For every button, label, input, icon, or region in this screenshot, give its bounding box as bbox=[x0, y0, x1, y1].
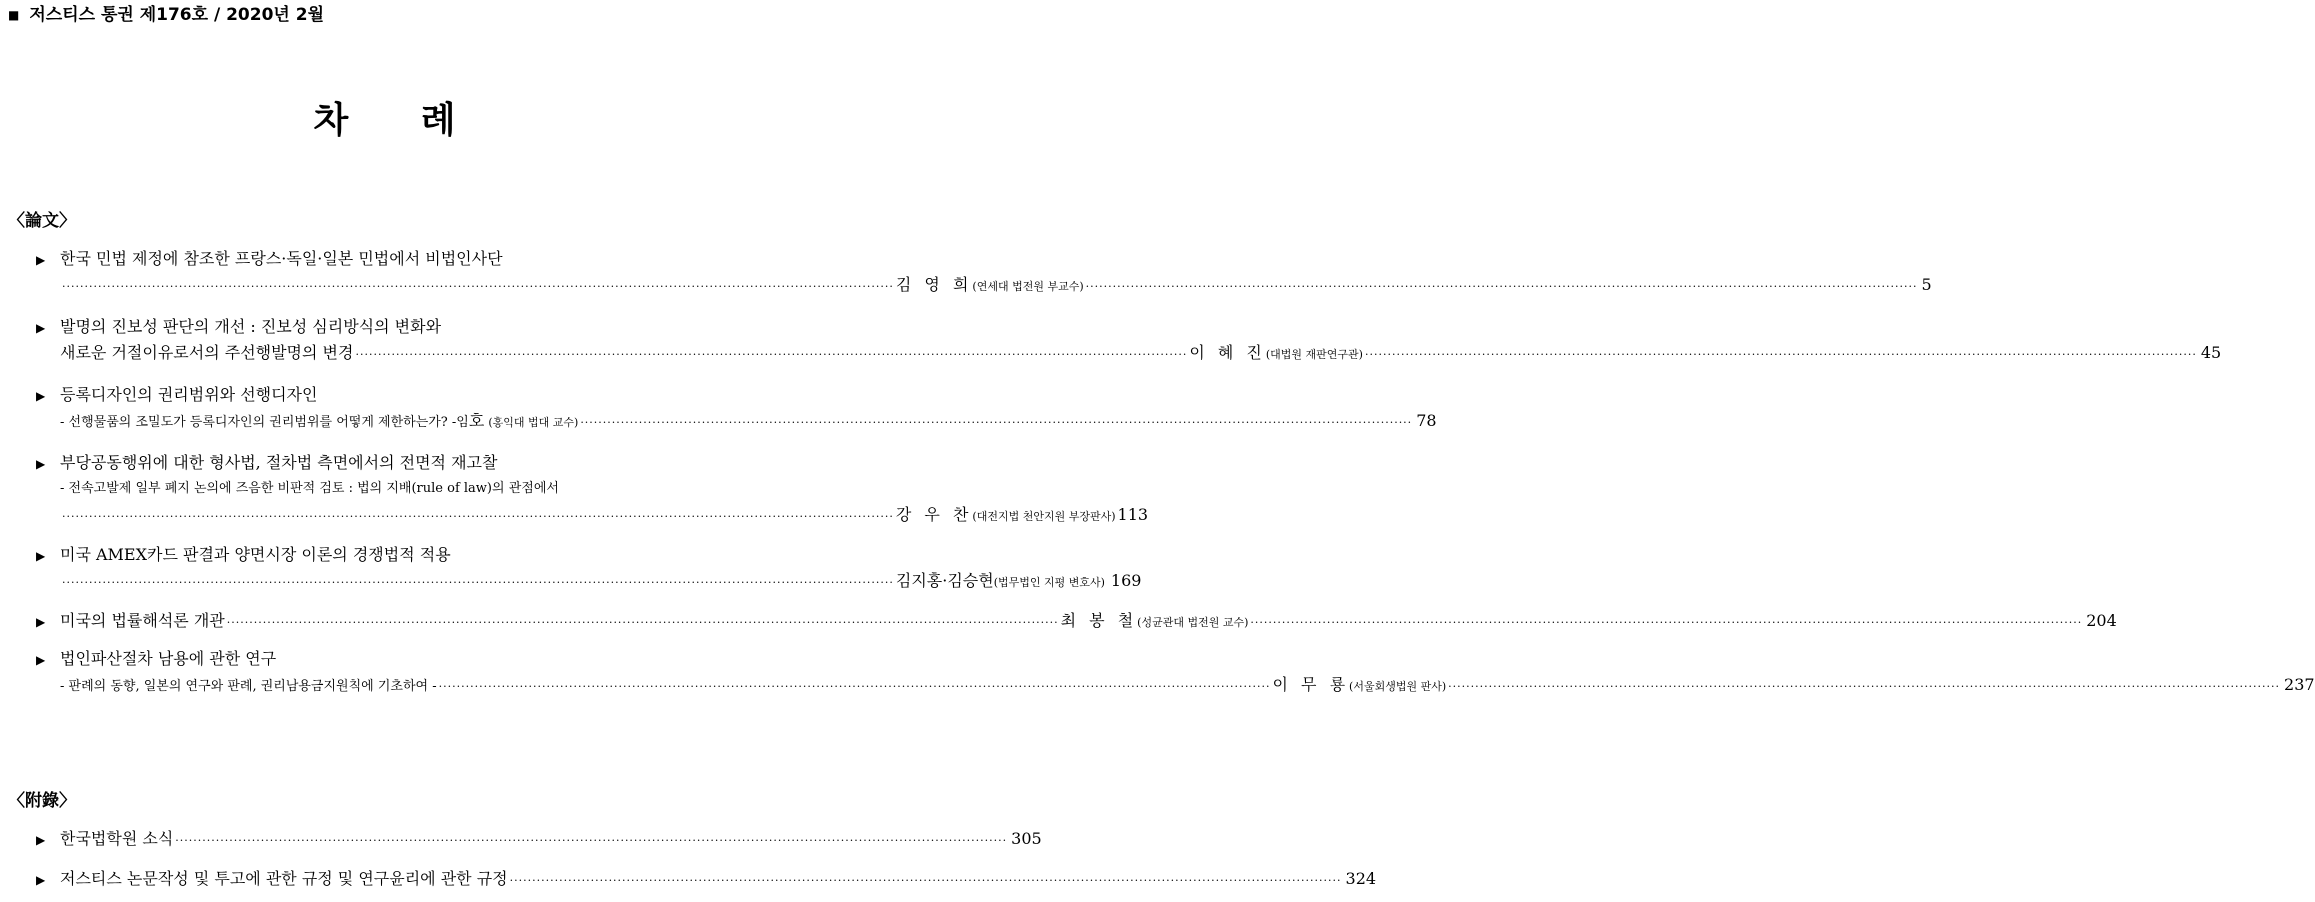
entry-title[interactable]: 저스티스 논문작성 및 투고에 관한 규정 및 연구윤리에 관한 규정 bbox=[60, 869, 508, 888]
entry-page[interactable]: 169 bbox=[1110, 571, 1142, 590]
toc-entry[interactable] bbox=[36, 866, 1377, 892]
entry-title[interactable]: 등록디자인의 권리범위와 선행디자인 bbox=[60, 385, 318, 404]
entry-title[interactable]: 부당공동행위에 대한 형사법, 절차법 측면에서의 전면적 재고찰 bbox=[60, 453, 498, 472]
dot-leader: ························································································································································································· bbox=[1085, 280, 1918, 293]
entry-title[interactable]: 미국 AMEX카드 판결과 양면시장 이론의 경쟁법적 적용 bbox=[60, 545, 451, 564]
toc-entry[interactable] bbox=[36, 542, 1142, 594]
dot-leader: ························································································································································································· bbox=[580, 416, 1413, 429]
entry-affiliation: (서울회생법원 판사) bbox=[1349, 680, 1447, 693]
journal-issue-text: 저스티스 통권 제176호 / 2020년 2월 bbox=[29, 5, 324, 25]
triangle-bullet-icon: ▶ bbox=[36, 873, 46, 887]
entry-page[interactable]: 45 bbox=[2200, 343, 2222, 362]
entry-author: 이 혜 진 bbox=[1189, 343, 1266, 362]
entry-title[interactable]: 법인파산절차 남용에 관한 연구 bbox=[60, 649, 277, 668]
entry-affiliation: (연세대 법전원 부교수) bbox=[972, 280, 1084, 293]
toc-entry[interactable] bbox=[36, 314, 2222, 366]
dot-leader: ························································································································································································· bbox=[1448, 680, 2281, 693]
entry-affiliation: (성균관대 법전원 교수) bbox=[1137, 616, 1249, 629]
triangle-bullet-icon: ▶ bbox=[36, 615, 46, 629]
dot-leader: ························································································································································································· bbox=[62, 280, 894, 293]
triangle-bullet-icon: ▶ bbox=[36, 321, 46, 335]
entry-author: 호 bbox=[468, 411, 489, 430]
triangle-bullet-icon: ▶ bbox=[36, 389, 46, 403]
entry-title[interactable]: 미국의 법률해석론 개관 bbox=[60, 611, 225, 630]
toc-entry[interactable] bbox=[36, 246, 1932, 298]
entry-author: 김 영 희 bbox=[895, 275, 973, 294]
dot-leader: ························································································································································································· bbox=[226, 616, 1059, 629]
section-heading-papers: 〈論文〉 bbox=[8, 211, 76, 231]
entry-author: 이 무 룡 bbox=[1272, 675, 1350, 694]
dot-leader: ························································································································································································· bbox=[509, 874, 1342, 887]
entry-author: 김지홍·김승현 bbox=[895, 571, 994, 590]
entry-page[interactable]: 237 bbox=[2284, 675, 2315, 694]
entry-page[interactable]: 305 bbox=[1011, 829, 1042, 848]
square-bullet-icon: ■ bbox=[8, 8, 20, 22]
journal-header bbox=[8, 2, 324, 28]
page-title: 차 례 bbox=[313, 99, 486, 141]
entry-affiliation: (법무법인 지평 변호사) bbox=[993, 576, 1105, 589]
dot-leader: ························································································································································································· bbox=[175, 834, 1008, 847]
triangle-bullet-icon: ▶ bbox=[36, 833, 46, 847]
entry-affiliation: (대전지법 천안지원 부장판사) bbox=[972, 510, 1116, 523]
entry-affiliation: (대법원 재판연구관) bbox=[1265, 348, 1363, 361]
toc-entry[interactable] bbox=[36, 608, 2117, 634]
toc-entry[interactable] bbox=[36, 826, 1042, 852]
toc-entry[interactable] bbox=[36, 646, 2315, 698]
entry-title[interactable]: 한국 민법 제정에 참조한 프랑스·독일·일본 민법에서 비법인사단 bbox=[60, 249, 503, 268]
entry-title-continued[interactable]: 새로운 거절이유로서의 주선행발명의 변경 bbox=[60, 343, 354, 362]
entry-subtitle: - 전속고발제 일부 폐지 논의에 즈음한 비판적 검토 : 법의 지배(rule of law)의 관점에서 bbox=[60, 481, 559, 496]
entry-title[interactable]: 발명의 진보성 판단의 개선 : 진보성 심리방식의 변화와 bbox=[60, 317, 442, 336]
dot-leader: ························································································································································································· bbox=[62, 510, 894, 523]
entry-page[interactable]: 113 bbox=[1117, 505, 1149, 524]
entry-page[interactable]: 78 bbox=[1416, 411, 1437, 430]
triangle-bullet-icon: ▶ bbox=[36, 549, 46, 563]
entry-subtitle: - 선행물품의 조밀도가 등록디자인의 권리범위를 어떻게 제한하는가? -임 bbox=[60, 415, 469, 430]
entry-author: 최 봉 철 bbox=[1060, 611, 1138, 630]
entry-page[interactable]: 324 bbox=[1345, 869, 1377, 888]
entry-subtitle: - 판례의 동향, 일본의 연구와 판례, 권리남용금지원칙에 기초하여 - bbox=[60, 679, 437, 694]
dot-leader: ························································································································································································· bbox=[62, 576, 894, 589]
triangle-bullet-icon: ▶ bbox=[36, 457, 46, 471]
triangle-bullet-icon: ▶ bbox=[36, 653, 46, 667]
entry-author: 강 우 찬 bbox=[895, 505, 973, 524]
entry-title[interactable]: 한국법학원 소식 bbox=[60, 829, 174, 848]
dot-leader: ························································································································································································· bbox=[1250, 616, 2083, 629]
entry-affiliation: (홍익대 법대 교수) bbox=[488, 416, 579, 429]
entry-page[interactable]: 204 bbox=[2086, 611, 2117, 630]
triangle-bullet-icon: ▶ bbox=[36, 253, 46, 267]
dot-leader: ························································································································································································· bbox=[355, 348, 1188, 361]
toc-entry[interactable] bbox=[36, 450, 1149, 528]
toc-entry[interactable] bbox=[36, 382, 1437, 434]
entry-page[interactable]: 5 bbox=[1921, 275, 1932, 294]
section-heading-appendix: 〈附錄〉 bbox=[8, 791, 76, 811]
dot-leader: ························································································································································································· bbox=[438, 680, 1271, 693]
dot-leader: ························································································································································································· bbox=[1364, 348, 2197, 361]
